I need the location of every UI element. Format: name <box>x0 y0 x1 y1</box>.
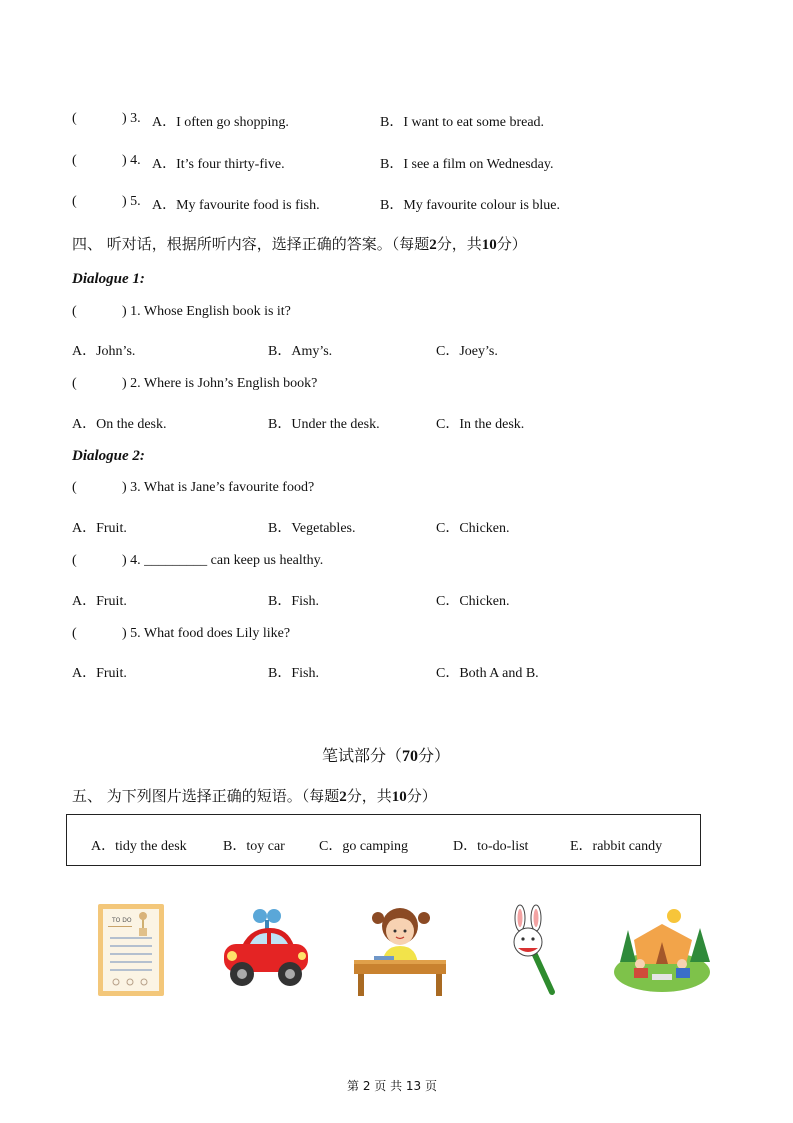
option-c: C．Both A and B. <box>436 666 539 681</box>
rabbit-candy-icon <box>500 904 560 996</box>
toy-car-icon <box>220 906 312 994</box>
option-b: B．Fish. <box>268 594 319 609</box>
to-do-list-icon <box>96 902 166 998</box>
option-b: B．Vegetables. <box>268 521 356 536</box>
option-a: A．Fruit. <box>72 521 127 536</box>
section4-title: 四、 听对话，根据所听内容，选择正确的答案。（每题2分，共10分） <box>72 235 527 253</box>
option-b: B．I want to eat some bread. <box>380 115 545 130</box>
page-footer: 第 2 页 共 13 页 <box>347 1079 437 1093</box>
phrase-option: B．toy car <box>223 839 285 854</box>
question-text: ) 5. What food does Lily like? <box>122 626 291 641</box>
answer-paren[interactable]: ( <box>72 111 77 126</box>
answer-paren[interactable]: ( <box>72 480 77 495</box>
option-c: C．Joey’s. <box>436 344 498 359</box>
question-number: ) 5. <box>122 194 141 209</box>
option-a: A．It’s four thirty-five. <box>152 157 285 172</box>
section5-title: 五、 为下列图片选择正确的短语。（每题2分，共10分） <box>72 787 437 805</box>
answer-paren[interactable]: ( <box>72 304 77 319</box>
question-number: ) 3. <box>122 111 141 126</box>
option-c: C．Chicken. <box>436 594 510 609</box>
option-b: B．Fish. <box>268 666 319 681</box>
option-b: B．My favourite colour is blue. <box>380 198 561 213</box>
note-header-text: TO DO <box>112 917 132 924</box>
girl-tidying-desk-icon <box>352 904 448 998</box>
phrase-option: A．tidy the desk <box>91 839 187 854</box>
question-text: ) 3. What is Jane’s favourite food? <box>122 480 315 495</box>
answer-paren[interactable]: ( <box>72 376 77 391</box>
dialogue-1-label: Dialogue 1: <box>72 271 145 287</box>
question-text: ) 1. Whose English book is it? <box>122 304 291 319</box>
option-a: A．Fruit. <box>72 594 127 609</box>
phrase-option: E．rabbit candy <box>570 839 663 854</box>
phrase-options-box <box>66 814 701 866</box>
dialogue-2-label: Dialogue 2: <box>72 448 145 464</box>
question-text: ) 2. Where is John’s English book? <box>122 376 318 391</box>
option-a: A．I often go shopping. <box>152 115 289 130</box>
option-a: A．On the desk. <box>72 417 167 432</box>
option-b: B．I see a film on Wednesday. <box>380 157 554 172</box>
phrase-option: C．go camping <box>319 839 409 854</box>
question-text: ) 4. _________ can keep us healthy. <box>122 553 324 568</box>
phrase-option: D．to-do-list <box>453 839 529 854</box>
camping-scene-icon <box>612 906 712 994</box>
written-part-title: 笔试部分（70分） <box>322 746 451 765</box>
option-b: B．Under the desk. <box>268 417 380 432</box>
option-a: A．Fruit. <box>72 666 127 681</box>
question-number: ) 4. <box>122 153 141 168</box>
option-c: C．In the desk. <box>436 417 525 432</box>
answer-paren[interactable]: ( <box>72 553 77 568</box>
answer-paren[interactable]: ( <box>72 626 77 641</box>
option-a: A．My favourite food is fish. <box>152 198 320 213</box>
answer-paren[interactable]: ( <box>72 194 77 209</box>
answer-paren[interactable]: ( <box>72 153 77 168</box>
option-b: B．Amy’s. <box>268 344 333 359</box>
option-c: C．Chicken. <box>436 521 510 536</box>
option-a: A．John’s. <box>72 344 136 359</box>
